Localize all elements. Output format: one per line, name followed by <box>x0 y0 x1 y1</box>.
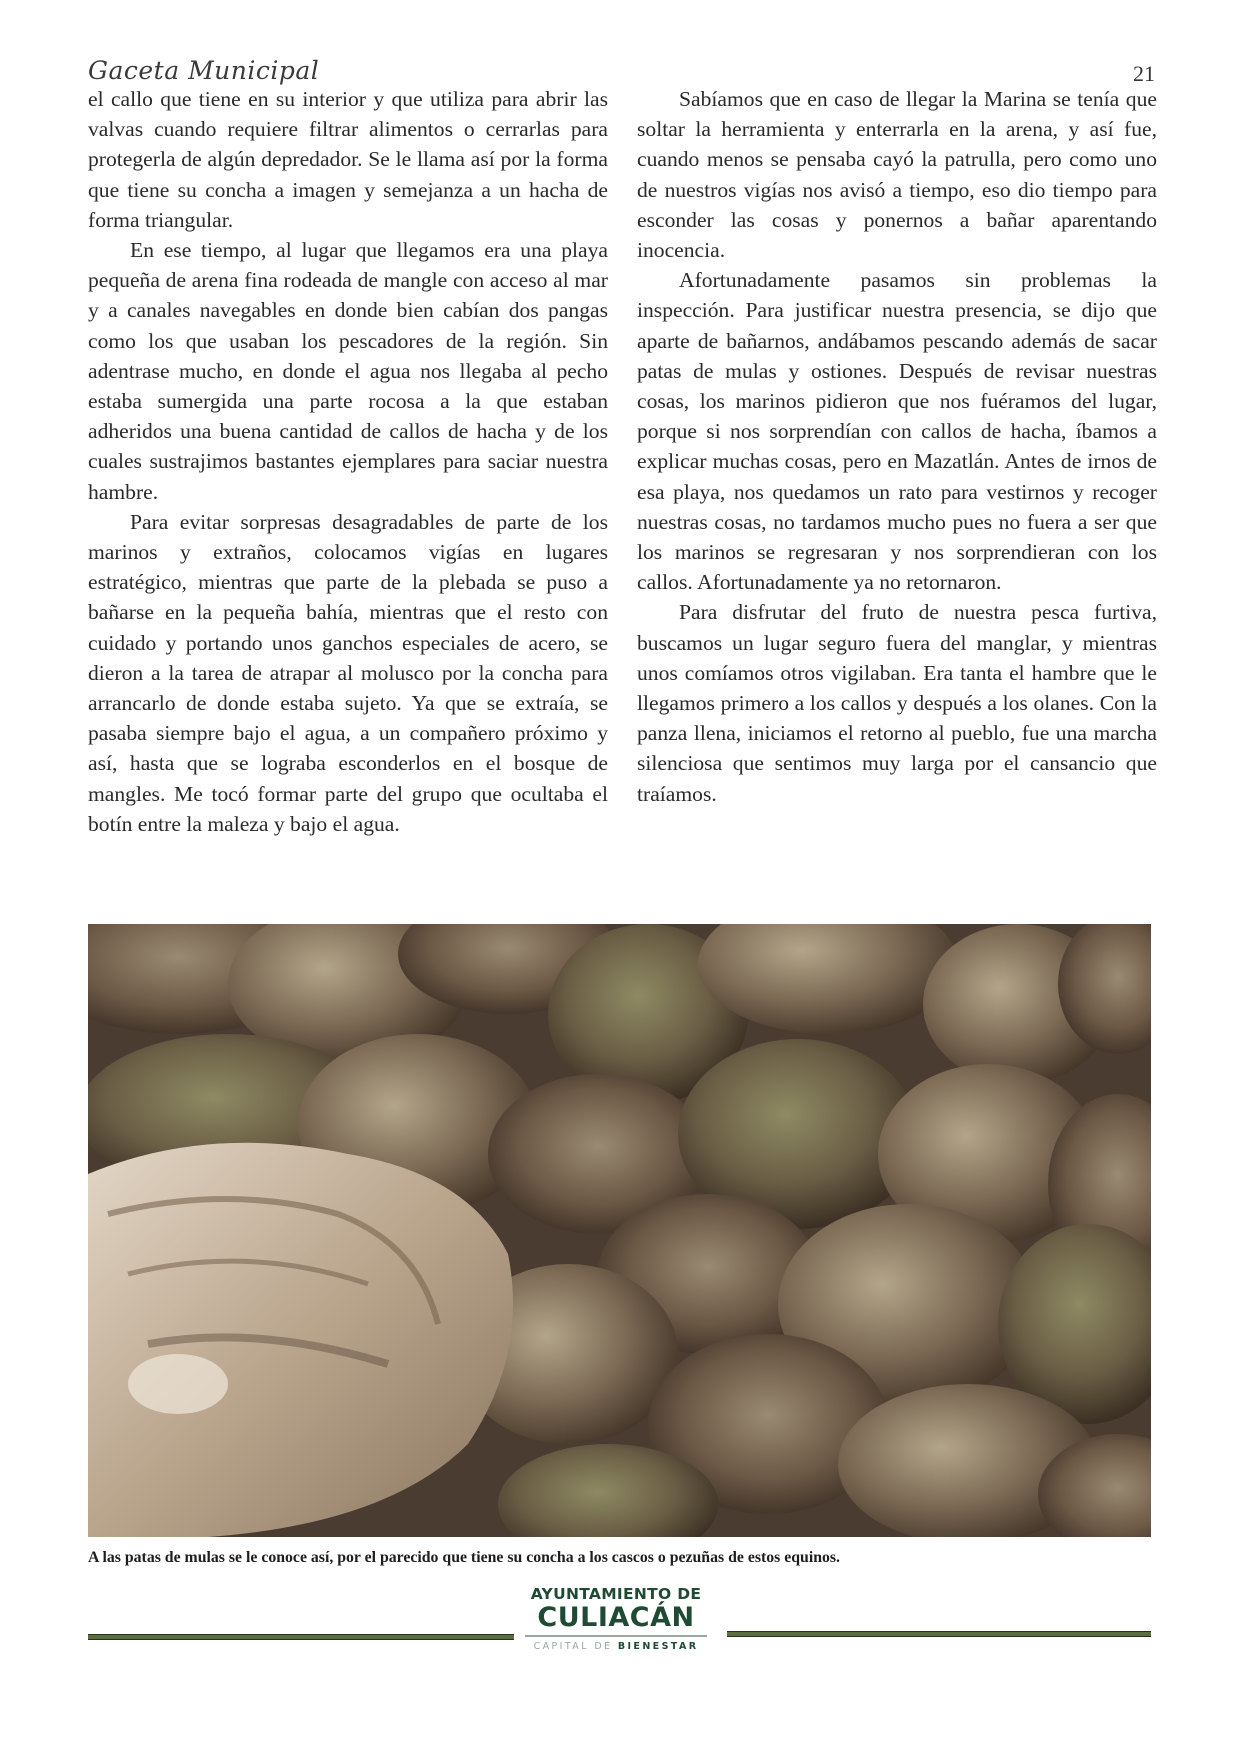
logo-tagline-bold: BIENESTAR <box>617 1640 699 1652</box>
paragraph: Afortunadamente pasamos sin problemas la inspección. Para justificar nuestra presencia, se dijo que aparte de bañarnos, andábamos pescando además de sacar patas de mulas y ostiones. Después de revisar nuestras cosas, los marinos pidieron que nos fuéramos del lugar, porque si nos sorprendían con callos de hacha, íbamos a explicar muchas cosas, pero en Mazatlán. Antes de irnos de esa playa, nos quedamos un rato para vestirnos y recoger nuestras cosas, no tardamos mucho pues no fuera a ser que los marinos se regresaran y nos sorprendieran con los callos. Afortunadamente ya no retornaron. <box>637 268 1157 595</box>
logo-divider <box>525 1635 707 1637</box>
paragraph: Sabíamos que en caso de llegar la Marina se tenía que soltar la herramienta y enterrarla en la arena, y así fue, cuando menos se pensaba cayó la patrulla, pero como uno de nuestros vigías nos avisó a tiempo, eso dio tiempo para esconder las cosas y ponernos a bañar aparentando inocencia. <box>637 87 1157 263</box>
shells-photo <box>88 924 1151 1537</box>
article-column-left <box>88 84 608 839</box>
footer-rule-right <box>727 1631 1151 1637</box>
logo-tagline <box>525 1641 707 1652</box>
footer-rule-left <box>88 1634 514 1640</box>
article-column-right <box>637 84 1157 809</box>
ayuntamiento-culiacan-logo <box>525 1586 707 1652</box>
paragraph: Para disfrutar del fruto de nuestra pesca furtiva, buscamos un lugar seguro fuera del manglar, y mientras unos comíamos otros vigilaban. Era tanta el hambre que le llegamos primero a los callos y después a los olanes. Con la panza llena, iniciamos el retorno al pueblo, fue una marcha silenciosa que sentimos muy larga por el cansancio que traíamos. <box>637 600 1157 806</box>
logo-tagline-light: CAPITAL DE <box>533 1640 613 1652</box>
shells-photo-illustration <box>88 924 1151 1537</box>
logo-line-culiacan: CULIACÁN <box>537 1602 695 1633</box>
paragraph: En ese tiempo, al lugar que llegamos era una playa pequeña de arena fina rodeada de mangle con acceso al mar y a canales navegables en donde bien cabían dos pangas como los que usaban los pescadores de la región. Sin adentrase mucho, en donde el agua nos llegaba al pecho estaba sumergida una parte rocosa a la que estaban adheridos una buena cantidad de callos de hacha y de los cuales sustrajimos bastantes ejemplares para saciar nuestra hambre. <box>88 238 608 504</box>
paragraph: el callo que tiene en su interior y que utiliza para abrir las valvas cuando requiere filtrar alimentos o cerrarlas para protegerla de algún depredador. Se le llama así por la forma que tiene su concha a imagen y semejanza a un hacha de forma triangular. <box>88 87 608 232</box>
publication-title: Gaceta Municipal <box>88 56 320 85</box>
photo-caption: A las patas de mulas se le conoce así, por el parecido que tiene su concha a los cascos o pezuñas de estos equinos. <box>88 1549 840 1566</box>
logo-line-ayuntamiento: AYUNTAMIENTO DE <box>530 1585 702 1603</box>
page-number: 21 <box>1133 61 1155 86</box>
paragraph: Para evitar sorpresas desagradables de parte de los marinos y extraños, colocamos vigías en lugares estratégico, mientras que parte de la plebada se puso a bañarse en la pequeña bahía, mientras que el resto con cuidado y portando unos ganchos especiales de acero, se dieron a la tarea de atrapar al molusco por la concha para arrancarlo de donde estaba sujeto. Ya que se extraía, se pasaba siempre bajo el agua, a un compañero próximo y así, hasta que se lograba esconderlos en el bosque de mangles. Me tocó formar parte del grupo que ocultaba el botín entre la maleza y bajo el agua. <box>88 509 608 836</box>
